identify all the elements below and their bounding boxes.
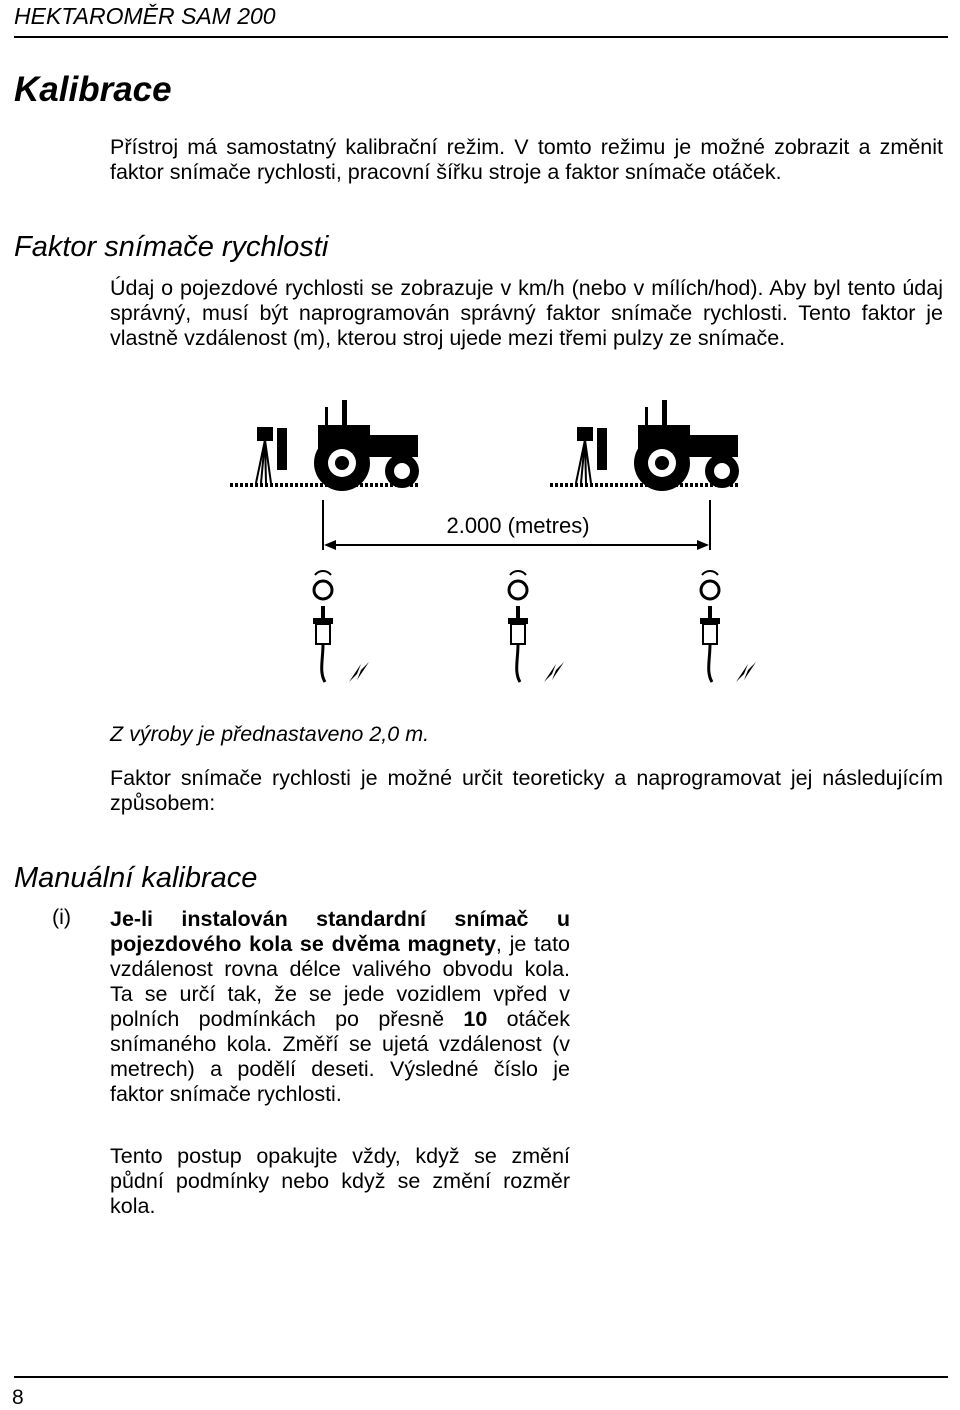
list-item-number: (i) bbox=[52, 905, 72, 929]
tractor-sensor-figure bbox=[220, 390, 760, 690]
running-header: HEKTAROMĚR SAM 200 bbox=[14, 3, 276, 29]
paragraph-text: otáček snímaného kola. Změří se ujetá vzdálenost (v metrech) a podělí deseti. Výsledné číslo je faktor snímače rychlosti. bbox=[110, 1007, 570, 1106]
speed-sensor-paragraph-2: Faktor snímače rychlosti je možné určit teoreticky a naprogramovat jej následujícím způsobem: bbox=[110, 766, 943, 815]
bold-lead: Je-li instalován standardní snímač u pojezdového kola se dvěma magnety bbox=[110, 907, 570, 956]
subsection-title-manual: Manuální kalibrace bbox=[14, 862, 258, 894]
section-title-kalibrace: Kalibrace bbox=[14, 70, 172, 109]
tractor-icon bbox=[230, 400, 420, 491]
tractor-icon bbox=[550, 400, 740, 491]
factory-default-note: Z výroby je přednastaveno 2,0 m. bbox=[110, 722, 430, 746]
paragraph-text: , je tato vzdálenost rovna délce valivého obvodu kola. Ta se určí tak, že se jede vozidlem vpřed v polních podmínkách po přesně bbox=[110, 932, 570, 1031]
intro-paragraph: Přístroj má samostatný kalibrační režim. V tomto režimu je možné zobrazit a změnit faktor snímače rychlosti, pracovní šířku stroje a faktor snímače otáček. bbox=[110, 135, 943, 184]
distance-label: 2.000 (metres) bbox=[446, 513, 590, 538]
manual-calibration-paragraph bbox=[110, 907, 570, 1107]
bold-number: 10 bbox=[463, 1007, 488, 1031]
repeat-note-paragraph: Tento postup opakujte vždy, když se změní půdní podmínky nebo když se změní rozměr kola. bbox=[110, 1144, 570, 1218]
sensor-icon bbox=[508, 571, 564, 682]
subsection-title-speed-sensor: Faktor snímače rychlosti bbox=[14, 231, 329, 263]
speed-sensor-paragraph: Údaj o pojezdové rychlosti se zobrazuje v km/h (nebo v mílích/hod). Aby byl tento údaj správný, musí být naprogramován správný faktor snímače rychlosti. Tento faktor je vlastně vzdálenost (m), kterou stroj ujede mezi třemi pulzy ze snímače. bbox=[110, 276, 943, 350]
header-rule bbox=[14, 36, 948, 38]
sensor-icon bbox=[700, 571, 756, 682]
page-number: 8 bbox=[12, 1386, 24, 1409]
sensor-icon bbox=[313, 571, 369, 682]
footer-rule bbox=[14, 1376, 948, 1378]
